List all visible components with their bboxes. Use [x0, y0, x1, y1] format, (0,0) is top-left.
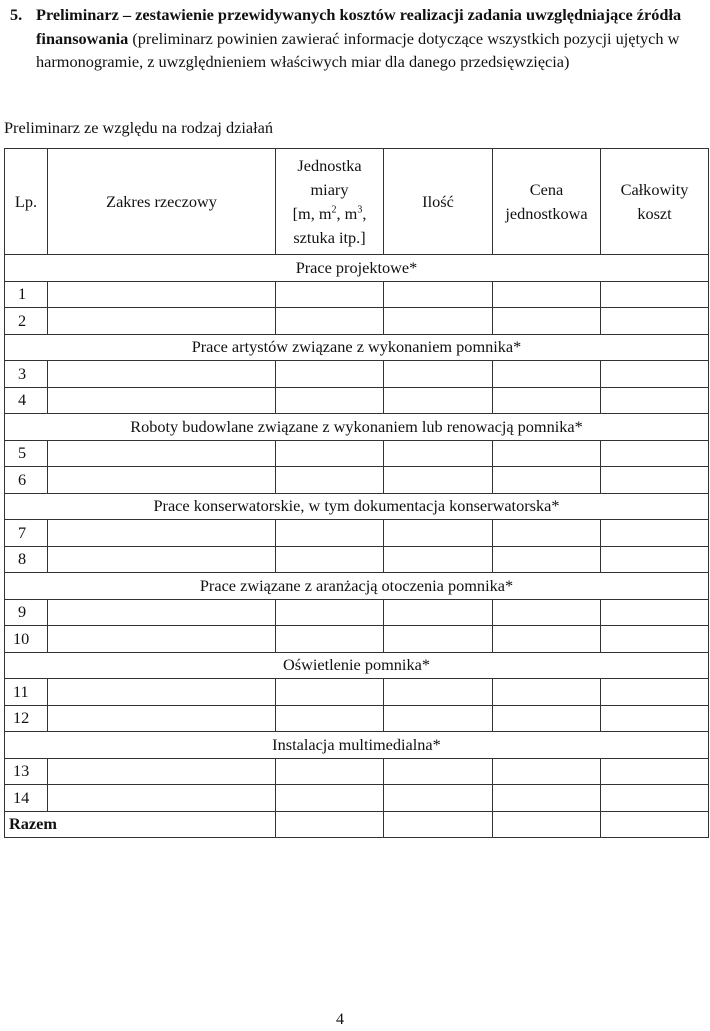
cell-zakres[interactable] [48, 705, 276, 732]
cell-koszt[interactable] [601, 361, 709, 388]
cell-zakres[interactable] [48, 440, 276, 467]
cell-jednostka[interactable] [276, 281, 384, 308]
cell-zakres[interactable] [48, 546, 276, 573]
header-koszt [601, 149, 709, 255]
table-row [5, 440, 709, 467]
row-number: 11 [5, 679, 48, 706]
total-label: Razem [5, 811, 276, 838]
cell-jednostka[interactable] [276, 520, 384, 547]
cell-cena[interactable] [493, 440, 601, 467]
row-number: 1 [5, 281, 48, 308]
cell-cena[interactable] [493, 361, 601, 388]
cell-ilosc[interactable] [384, 520, 493, 547]
table-row [5, 546, 709, 573]
cell-cena[interactable] [493, 546, 601, 573]
section-title-bold: Preliminarz – zestawienie przewidywanych kosztów realizacji zadania uwzględniające źródła finansowania [36, 5, 682, 48]
cell-ilosc[interactable] [384, 626, 493, 653]
cell-zakres[interactable] [48, 361, 276, 388]
cell-koszt[interactable] [601, 467, 709, 494]
cell-ilosc[interactable] [384, 361, 493, 388]
cell-ilosc[interactable] [384, 705, 493, 732]
table-row [5, 626, 709, 653]
header-jednostka [276, 149, 384, 255]
table-row [5, 705, 709, 732]
row-number: 2 [5, 308, 48, 335]
cell-zakres[interactable] [48, 520, 276, 547]
total-cell-cena[interactable] [493, 811, 601, 838]
cell-cena[interactable] [493, 520, 601, 547]
row-number: 4 [5, 387, 48, 414]
cell-ilosc[interactable] [384, 387, 493, 414]
cell-zakres[interactable] [48, 387, 276, 414]
cell-jednostka[interactable] [276, 308, 384, 335]
row-number: 12 [5, 705, 48, 732]
cell-jednostka[interactable] [276, 785, 384, 812]
header-cena [493, 149, 601, 255]
row-number: 6 [5, 467, 48, 494]
section-row [5, 573, 709, 600]
section-title: Prace związane z aranżacją otoczenia pomnika* [5, 573, 709, 600]
cell-ilosc[interactable] [384, 679, 493, 706]
header-lp: Lp. [5, 149, 48, 255]
cell-koszt[interactable] [601, 440, 709, 467]
header-jednostka-line4: sztuka itp.] [293, 227, 366, 247]
total-cell-jednostka[interactable] [276, 811, 384, 838]
cell-jednostka[interactable] [276, 467, 384, 494]
header-ilosc: Ilość [384, 149, 493, 255]
header-zakres: Zakres rzeczowy [48, 149, 276, 255]
section-title-rest: (preliminarz powinien zawierać informacje dotyczące wszystkich pozycji ujętych w harmonogramie, z uwzględnieniem właściwych miar dla danego przedsięwzięcia) [36, 28, 680, 71]
row-number: 14 [5, 785, 48, 812]
cell-koszt[interactable] [601, 785, 709, 812]
cell-koszt[interactable] [601, 520, 709, 547]
row-number: 13 [5, 758, 48, 785]
header-jednostka-line1: Jednostka [297, 155, 362, 175]
cell-koszt[interactable] [601, 758, 709, 785]
section-number: 5. [10, 5, 23, 24]
cell-ilosc[interactable] [384, 440, 493, 467]
section-title: Oświetlenie pomnika* [5, 652, 709, 679]
section-heading [10, 3, 710, 74]
cell-ilosc[interactable] [384, 546, 493, 573]
cell-cena[interactable] [493, 387, 601, 414]
header-koszt-line1: Całkowity [620, 179, 689, 199]
section-text [36, 3, 710, 74]
cell-cena[interactable] [493, 626, 601, 653]
section-row [5, 255, 709, 282]
section-title: Roboty budowlane związane z wykonaniem lub renowacją pomnika* [5, 414, 709, 441]
section-row [5, 493, 709, 520]
cell-koszt[interactable] [601, 546, 709, 573]
table-row [5, 387, 709, 414]
cell-cena[interactable] [493, 785, 601, 812]
cell-jednostka[interactable] [276, 599, 384, 626]
cell-zakres[interactable] [48, 467, 276, 494]
table-row [5, 758, 709, 785]
header-jednostka-line3c: , [362, 203, 367, 223]
cell-zakres[interactable] [48, 626, 276, 653]
table-row [5, 520, 709, 547]
section-row [5, 652, 709, 679]
table-row [5, 785, 709, 812]
section-row [5, 414, 709, 441]
cell-cena[interactable] [493, 705, 601, 732]
cell-jednostka[interactable] [276, 361, 384, 388]
row-number: 3 [5, 361, 48, 388]
table-row [5, 361, 709, 388]
cell-cena[interactable] [493, 308, 601, 335]
table-body [5, 255, 709, 812]
cell-ilosc[interactable] [384, 758, 493, 785]
cell-cena[interactable] [493, 679, 601, 706]
header-jednostka-sup1: 2 [331, 204, 337, 216]
cell-cena[interactable] [493, 758, 601, 785]
header-cena-line1: Cena [529, 179, 564, 199]
cell-jednostka[interactable] [276, 546, 384, 573]
page-number: 4 [336, 1011, 344, 1028]
cell-koszt[interactable] [601, 387, 709, 414]
row-number: 5 [5, 440, 48, 467]
section-title: Prace konserwatorskie, w tym dokumentacja konserwatorska* [5, 493, 709, 520]
section-title: Prace artystów związane z wykonaniem pomnika* [5, 334, 709, 361]
header-jednostka-line3b: , m [336, 203, 358, 223]
cell-ilosc[interactable] [384, 308, 493, 335]
cell-cena[interactable] [493, 599, 601, 626]
cell-koszt[interactable] [601, 626, 709, 653]
cell-zakres[interactable] [48, 785, 276, 812]
header-jednostka-sup2: 3 [357, 204, 363, 216]
row-number: 8 [5, 546, 48, 573]
header-row [5, 149, 709, 255]
cell-cena[interactable] [493, 281, 601, 308]
cell-koszt[interactable] [601, 705, 709, 732]
cost-estimate-table [4, 148, 709, 838]
cell-zakres[interactable] [48, 308, 276, 335]
cell-koszt[interactable] [601, 281, 709, 308]
table-row [5, 281, 709, 308]
cell-jednostka[interactable] [276, 387, 384, 414]
row-number: 7 [5, 520, 48, 547]
table-row [5, 467, 709, 494]
cell-koszt[interactable] [601, 679, 709, 706]
table-row [5, 599, 709, 626]
row-number: 10 [5, 626, 48, 653]
table-row [5, 308, 709, 335]
header-jednostka-line2: miary [310, 179, 349, 199]
cell-jednostka[interactable] [276, 705, 384, 732]
cell-ilosc[interactable] [384, 785, 493, 812]
cell-jednostka[interactable] [276, 440, 384, 467]
cell-jednostka[interactable] [276, 626, 384, 653]
cell-zakres[interactable] [48, 758, 276, 785]
header-cena-line2: jednostkowa [505, 203, 588, 223]
section-title: Prace projektowe* [5, 255, 709, 282]
cell-zakres[interactable] [48, 281, 276, 308]
cell-ilosc[interactable] [384, 599, 493, 626]
cell-ilosc[interactable] [384, 281, 493, 308]
section-row [5, 732, 709, 759]
section-title: Instalacja multimedialna* [5, 732, 709, 759]
table-row [5, 679, 709, 706]
cell-koszt[interactable] [601, 599, 709, 626]
total-cell-ilosc[interactable] [384, 811, 493, 838]
header-koszt-line2: koszt [637, 203, 672, 223]
cell-cena[interactable] [493, 467, 601, 494]
cell-zakres[interactable] [48, 679, 276, 706]
total-row [5, 811, 709, 838]
cell-ilosc[interactable] [384, 467, 493, 494]
cell-zakres[interactable] [48, 599, 276, 626]
cell-jednostka[interactable] [276, 758, 384, 785]
cell-koszt[interactable] [601, 308, 709, 335]
section-row [5, 334, 709, 361]
cell-jednostka[interactable] [276, 679, 384, 706]
header-jednostka-line3a: [m, m [292, 203, 332, 223]
table-subtitle: Preliminarz ze względu na rodzaj działań [4, 118, 273, 137]
row-number: 9 [5, 599, 48, 626]
total-cell-koszt[interactable] [601, 811, 709, 838]
